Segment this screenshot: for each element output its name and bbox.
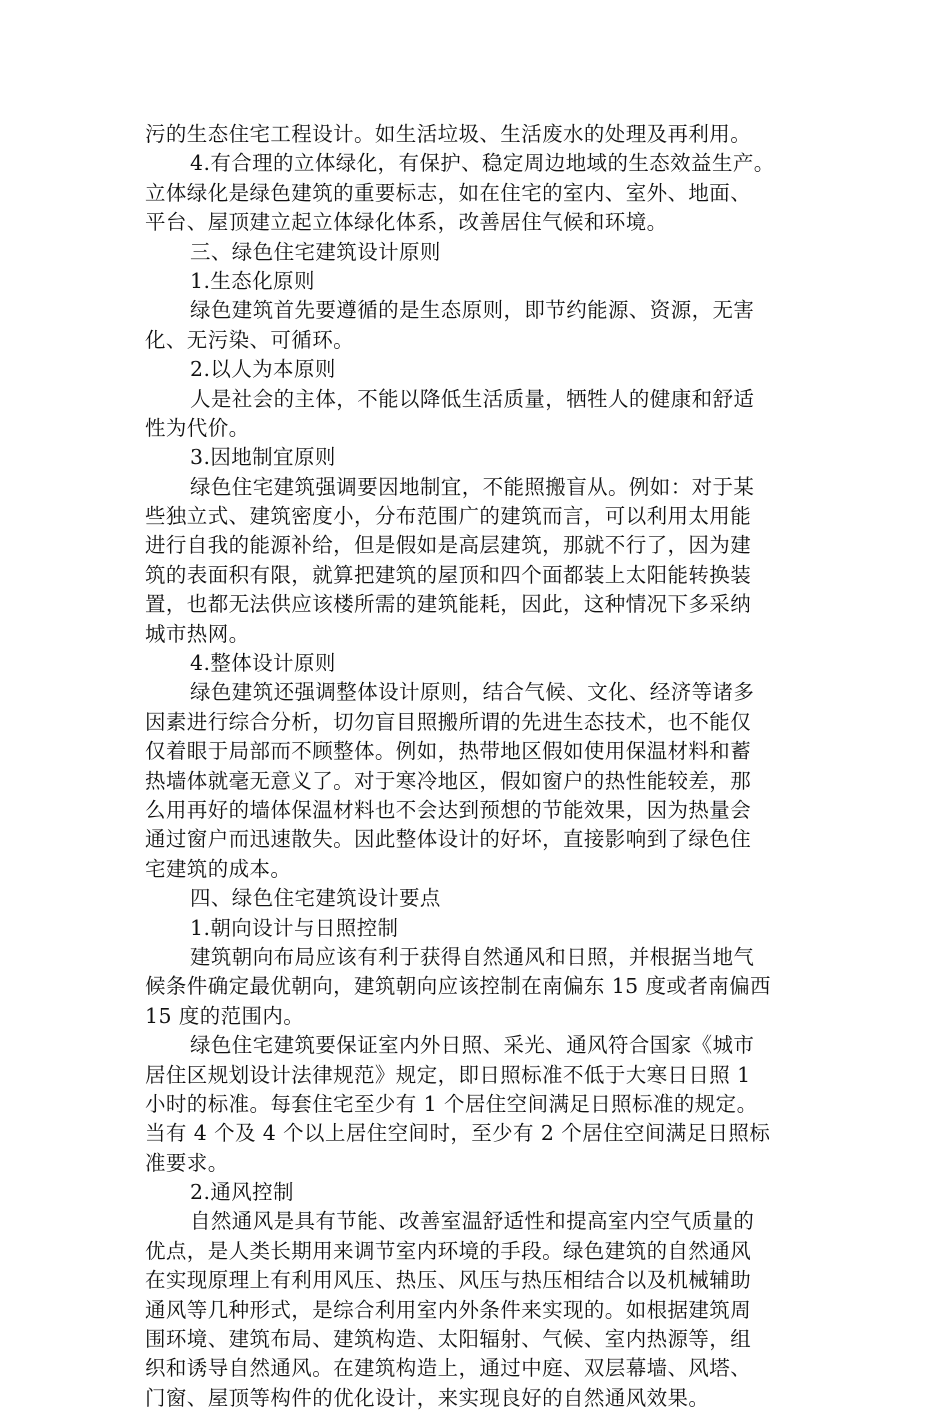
text-line: 15 度的范围内。 [145, 1003, 305, 1028]
text-line: 性为代价。 [145, 415, 250, 440]
text-line: 建筑朝向布局应该有利于获得自然通风和日照，并根据当地气 [190, 944, 755, 969]
text-line: 城市热网。 [145, 621, 250, 646]
text-line: 因素进行综合分析，切勿盲目照搬所谓的先进生态技术，也不能仅 [145, 709, 752, 734]
text-line: 优点，是人类长期用来调节室内环境的手段。绿色建筑的自然通风 [145, 1238, 752, 1263]
text-line: 4.有合理的立体绿化，有保护、稳定周边地域的生态效益生产。 [190, 151, 775, 176]
body-text [145, 120, 817, 1413]
text-line: 筑的表面积有限，就算把建筑的屋顶和四个面都装上太阳能转换装 [145, 562, 752, 587]
text-line: 围环境、建筑布局、建筑构造、太阳辐射、气候、室内热源等，组 [145, 1327, 752, 1352]
text-line: 1.生态化原则 [190, 268, 315, 293]
text-line: 些独立式、建筑密度小，分布范围广的建筑而言，可以利用太用能 [145, 504, 752, 529]
text-line: 自然通风是具有节能、改善室温舒适性和提高室内空气质量的 [190, 1209, 755, 1234]
text-line: 四、绿色住宅建筑设计要点 [190, 886, 441, 911]
text-line: 污的生态住宅工程设计。如生活垃圾、生活废水的处理及再利用。 [145, 122, 752, 146]
text-line: 织和诱导自然通风。在建筑构造上，通过中庭、双层幕墙、风塔、 [145, 1356, 752, 1381]
text-line: 绿色住宅建筑要保证室内外日照、采光、通风符合国家《城市 [190, 1033, 755, 1058]
text-line: 2.通风控制 [190, 1180, 294, 1205]
text-line: 4.整体设计原则 [190, 651, 336, 676]
text-line: 2.以人为本原则 [190, 357, 336, 382]
text-line: 三、绿色住宅建筑设计原则 [190, 239, 441, 264]
text-line: 当有 4 个及 4 个以上居住空间时，至少有 2 个居住空间满足日照标 [145, 1121, 771, 1146]
text-line: 通过窗户而迅速散失。因此整体设计的好坏，直接影响到了绿色住 [145, 827, 752, 852]
text-line: 宅建筑的成本。 [145, 856, 292, 881]
text-line: 置，也都无法供应该楼所需的建筑能耗，因此，这种情况下多采纳 [145, 592, 752, 617]
text-line: 1.朝向设计与日照控制 [190, 915, 399, 940]
text-line: 绿色住宅建筑强调要因地制宜，不能照搬盲从。例如：对于某 [190, 474, 755, 499]
text-line: 居住区规划设计法律规范》规定，即日照标准不低于大寒日日照 1 [145, 1062, 751, 1087]
text-line: 立体绿化是绿色建筑的重要标志，如在住宅的室内、室外、地面、 [145, 180, 752, 205]
text-line: 么用再好的墙体保温材料也不会达到预想的节能效果，因为热量会 [145, 797, 752, 822]
text-line: 3.因地制宜原则 [190, 445, 336, 470]
text-line: 平台、屋顶建立起立体绿化体系，改善居住气候和环境。 [145, 210, 668, 235]
text-line: 绿色建筑还强调整体设计原则，结合气候、文化、经济等诸多 [190, 680, 755, 705]
text-line: 通风等几种形式，是综合利用室内外条件来实现的。如根据建筑周 [145, 1297, 752, 1322]
text-line: 化、无污染、可循环。 [145, 327, 354, 352]
text-line: 人是社会的主体，不能以降低生活质量，牺牲人的健康和舒适 [190, 386, 755, 411]
text-line: 候条件确定最优朝向，建筑朝向应该控制在南偏东 15 度或者南偏西 [145, 974, 771, 999]
text-line: 绿色建筑首先要遵循的是生态原则，即节约能源、资源，无害 [190, 298, 755, 323]
text-line: 热墙体就毫无意义了。对于寒冷地区，假如窗户的热性能较差，那 [145, 768, 752, 793]
text-line: 准要求。 [145, 1150, 229, 1175]
text-line: 门窗、屋顶等构件的优化设计，来实现良好的自然通风效果。 [145, 1385, 710, 1410]
text-line: 仅着眼于局部而不顾整体。例如，热带地区假如使用保温材料和蓄 [145, 739, 752, 764]
text-line: 进行自我的能源补给，但是假如是高层建筑，那就不行了，因为建 [145, 533, 752, 558]
text-line: 小时的标准。每套住宅至少有 1 个居住空间满足日照标准的规定。 [145, 1091, 758, 1116]
text-line: 在实现原理上有利用风压、热压、风压与热压相结合以及机械辅助 [145, 1268, 752, 1293]
